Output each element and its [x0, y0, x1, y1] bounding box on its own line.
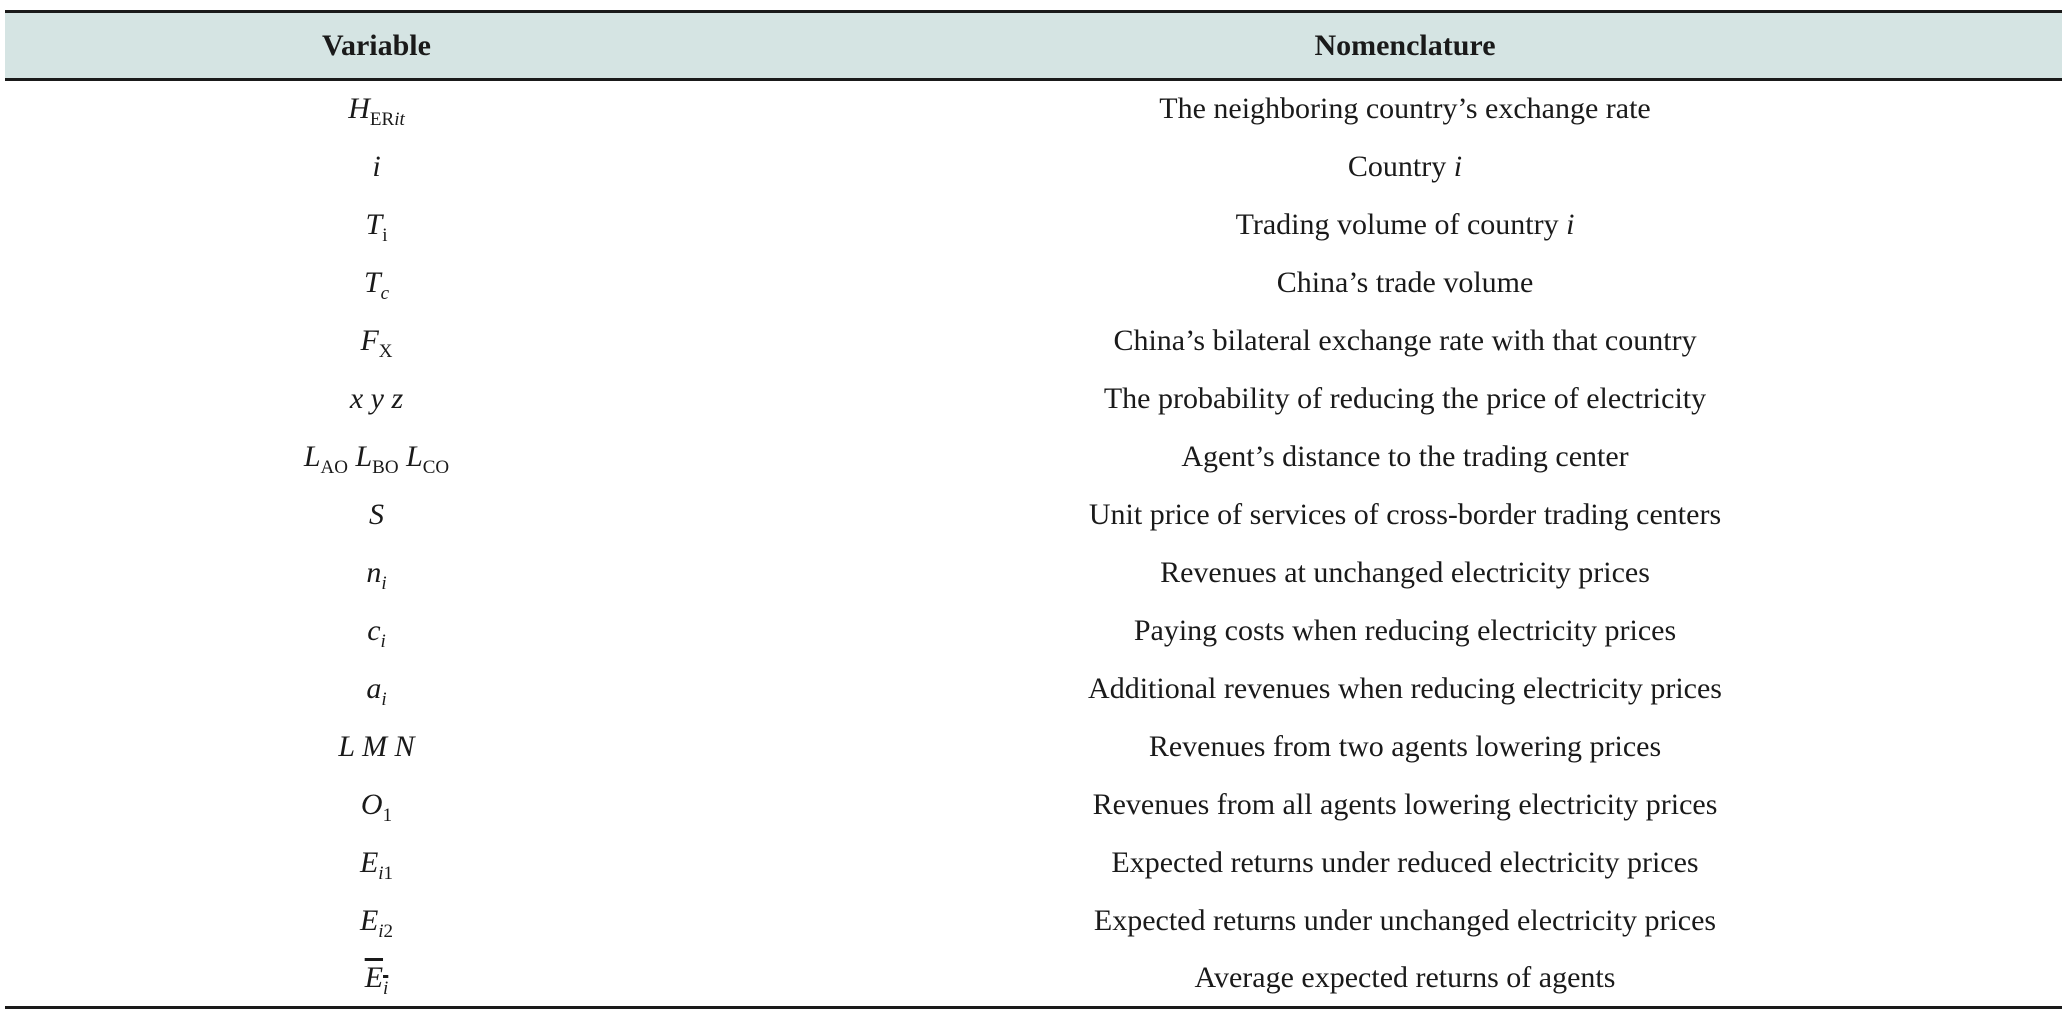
- table-row: [5, 602, 2062, 660]
- symbol: n: [366, 555, 382, 589]
- table-row: [5, 428, 2062, 486]
- subscript: i: [381, 572, 387, 594]
- description-cell: China’s trade volume: [1276, 265, 1534, 299]
- description-cell: Expected returns under unchanged electricity prices: [1093, 903, 1717, 937]
- symbol: x y z: [349, 381, 404, 415]
- table-row: [5, 544, 2062, 602]
- subscript: i2: [378, 920, 394, 942]
- table-row: [5, 138, 2062, 196]
- table-row: [5, 892, 2062, 950]
- description-cell: Expected returns under reduced electricity prices: [1111, 845, 1699, 879]
- symbol: E: [359, 845, 379, 879]
- description-cell: The neighboring country’s exchange rate: [1159, 92, 1651, 126]
- table-row: [5, 834, 2062, 892]
- variable-cell: [5, 312, 748, 370]
- subscript: c: [380, 282, 390, 304]
- description-cell: Average expected returns of agents: [748, 950, 2062, 1008]
- subscript: 1: [382, 804, 393, 826]
- variable-cell: [5, 950, 748, 1008]
- header-nomenclature: Nomenclature: [748, 12, 2062, 80]
- table-row: [5, 312, 2062, 370]
- description-cell: Revenues from two agents lowering prices: [1148, 729, 1662, 763]
- symbol: S: [369, 497, 384, 531]
- symbol: H: [348, 92, 370, 126]
- table-row: [5, 196, 2062, 254]
- description-cell: China’s bilateral exchange rate with that country: [1113, 323, 1697, 357]
- subscript: i1: [378, 862, 394, 884]
- description-cell: Revenues from all agents lowering electricity prices: [1092, 787, 1718, 821]
- overline-symbol: $E_i$: [364, 960, 389, 999]
- symbol: T: [363, 265, 381, 299]
- symbol: c: [367, 613, 381, 647]
- description-cell: Additional revenues when reducing electricity prices: [1088, 671, 1722, 705]
- variable-cell: [5, 80, 748, 138]
- variable-cell: [5, 196, 748, 254]
- table-row: [5, 486, 2062, 544]
- subscript: ERit: [369, 109, 405, 131]
- description-cell: Unit price of services of cross-border trading centers: [1088, 497, 1722, 531]
- variable-cell: [5, 718, 748, 776]
- variable-cell: [5, 892, 748, 950]
- header-variable: Variable: [5, 12, 748, 80]
- description-cell: The probability of reducing the price of electricity: [1103, 381, 1707, 415]
- variable-cell: [5, 544, 748, 602]
- variable-cell: [5, 138, 748, 196]
- description-cell: Trading volume of country i: [1235, 207, 1575, 241]
- nomenclature-table: [5, 10, 2062, 1009]
- description-cell: Agent’s distance to the trading center: [1181, 439, 1629, 473]
- symbol: O: [360, 787, 383, 821]
- variable-cell: [5, 486, 748, 544]
- symbol: E: [359, 903, 379, 937]
- description-cell: Country i: [1347, 149, 1463, 183]
- variable-cell: [5, 660, 748, 718]
- symbol: a: [366, 671, 382, 705]
- table-row: [5, 254, 2062, 312]
- table-row: [5, 950, 2062, 1008]
- variable-cell: [5, 602, 748, 660]
- variable-cell: $L_{AO}$ $L_{BO}$ $L_{CO}$: [303, 439, 450, 478]
- header-row: [5, 12, 2062, 80]
- table-row: [5, 370, 2062, 428]
- subscript: X: [378, 340, 393, 362]
- table-row: [5, 718, 2062, 776]
- subscript: i: [380, 630, 386, 652]
- variable-cell: [5, 370, 748, 428]
- table-row: [5, 660, 2062, 718]
- variable-cell: [5, 254, 748, 312]
- symbol: L M N: [338, 729, 415, 763]
- variable-cell: [5, 776, 748, 834]
- subscript: i: [381, 688, 387, 710]
- description-cell: Revenues at unchanged electricity prices: [1160, 555, 1650, 589]
- symbol: T: [365, 207, 383, 241]
- table-row: [5, 80, 2062, 138]
- symbol: F: [360, 323, 379, 357]
- symbol: i: [372, 149, 381, 183]
- variable-cell: [5, 834, 748, 892]
- subscript: i: [382, 224, 388, 246]
- table-row: [5, 776, 2062, 834]
- description-cell: Paying costs when reducing electricity prices: [1133, 613, 1677, 647]
